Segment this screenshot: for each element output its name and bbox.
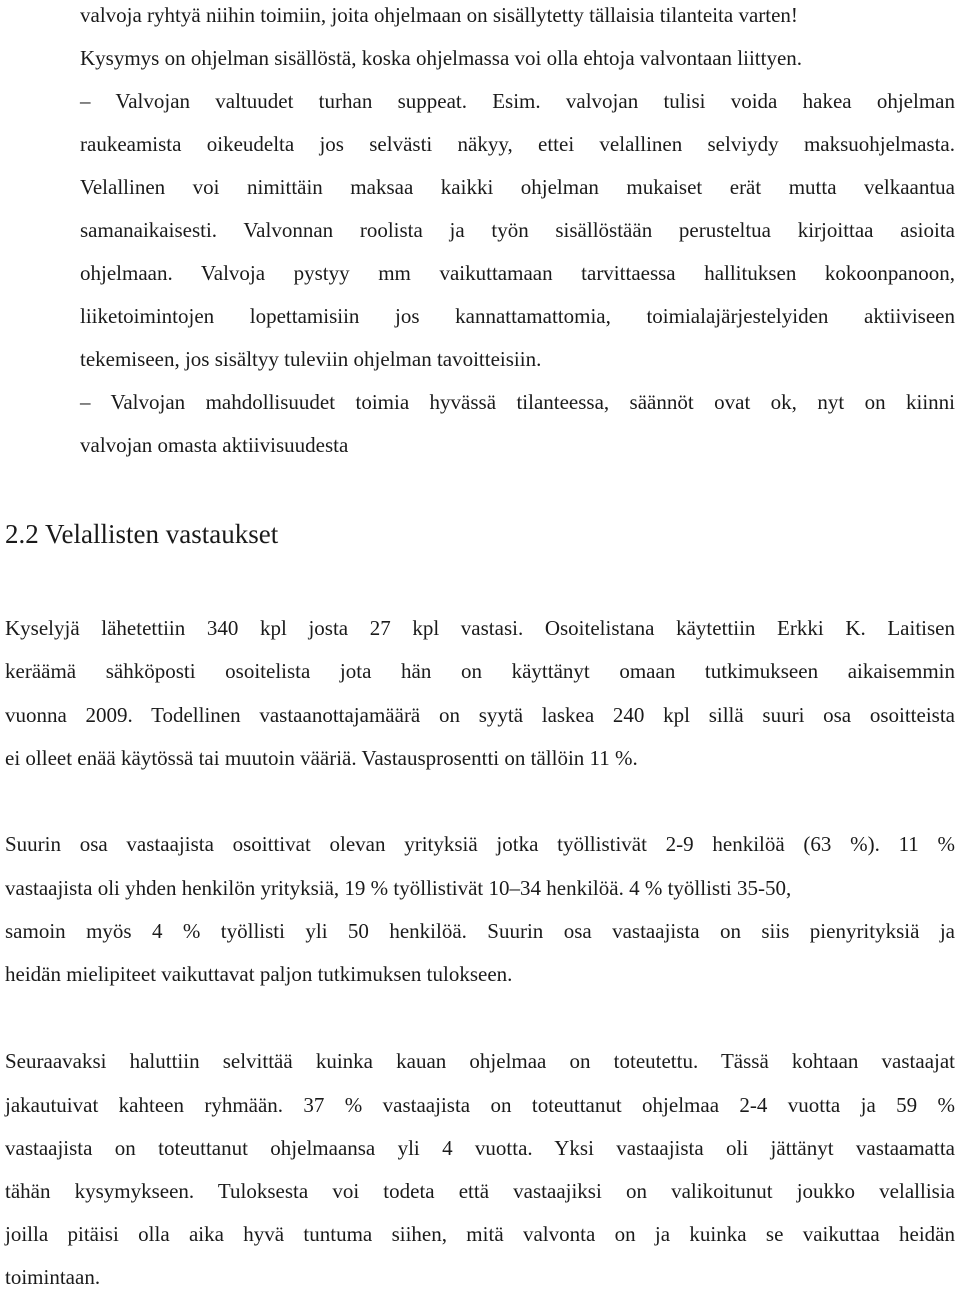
paragraph-3-line: vastaajista on toteuttanut ohjelmaansa yli 4 vuotta. Yksi vastaajista oli jättänyt vastaamatta [5, 1136, 955, 1160]
paragraph-3-line: Seuraavaksi haluttiin selvittää kuinka kauan ohjelmaa on toteutettu. Tässä kohtaan vastaajat [5, 1049, 955, 1073]
intro-line: liiketoimintojen lopettamisiin jos kannattamattomia, toimialajärjestelyiden aktiiviseen [80, 304, 955, 328]
paragraph-2-line: Suurin osa vastaajista osoittivat olevan yrityksiä jotka työllistivät 2-9 henkilöä (63 %). 11 % [5, 832, 955, 856]
paragraph-3-line: joilla pitäisi olla aika hyvä tuntuma siihen, mitä valvonta on ja kuinka se vaikuttaa heidän [5, 1222, 955, 1246]
intro-line: samanaikaisesti. Valvonnan roolista ja työn sisällöstään perusteltua kirjoittaa asioita [80, 218, 955, 242]
intro-line: Kysymys on ohjelman sisällöstä, koska ohjelmassa voi olla ehtoja valvontaan liittyen. [80, 46, 803, 70]
intro-line: – Valvojan mahdollisuudet toimia hyvässä tilanteessa, säännöt ovat ok, nyt on kiinni [80, 390, 955, 414]
paragraph-1-line: Kyselyjä lähetettiin 340 kpl josta 27 kpl vastasi. Osoitelistana käytettiin Erkki K. Laitisen [5, 616, 955, 640]
intro-line: valvojan omasta aktiivisuudesta [80, 433, 349, 457]
paragraph-3-line: toimintaan. [5, 1265, 101, 1289]
paragraph-3-line: jakautuivat kahteen ryhmään. 37 % vastaajista on toteuttanut ohjelmaa 2-4 vuotta ja 59 % [5, 1093, 955, 1117]
intro-line: Velallinen voi nimittäin maksaa kaikki ohjelman mukaiset erät mutta velkaantua [80, 175, 955, 199]
intro-line: valvoja ryhtyä niihin toimiin, joita ohjelmaan on sisällytetty tällaisia tilanteita varten! [80, 3, 798, 27]
paragraph-2-line: vastaajista oli yhden henkilön yrityksiä, 19 % työllistivät 10–34 henkilöä. 4 % työllisti 35-50, [5, 876, 792, 900]
intro-line: tekemiseen, jos sisältyy tuleviin ohjelman tavoitteisiin. [80, 347, 542, 371]
paragraph-2-line: samoin myös 4 % työllisti yli 50 henkilöä. Suurin osa vastaajista on siis pienyrityksiä ja [5, 919, 955, 943]
section-heading: 2.2 Velallisten vastaukset [5, 519, 279, 549]
paragraph-2-line: heidän mielipiteet vaikuttavat paljon tutkimuksen tulokseen. [5, 962, 513, 986]
paragraph-1-line: keräämä sähköposti osoitelista jota hän on käyttänyt omaan tutkimukseen aikaisemmin [5, 659, 955, 683]
intro-line: raukeamista oikeudelta jos selvästi näkyy, ettei velallinen selviydy maksuohjelmasta. [80, 132, 955, 156]
paragraph-1-line: ei olleet enää käytössä tai muutoin vääriä. Vastausprosentti on tällöin 11 %. [5, 746, 638, 770]
intro-line: – Valvojan valtuudet turhan suppeat. Esim. valvojan tulisi voida hakea ohjelman [80, 89, 955, 113]
paragraph-3-line: tähän kysymykseen. Tuloksesta voi todeta että vastaajiksi on valikoitunut joukko velallisia [5, 1179, 955, 1203]
intro-line: ohjelmaan. Valvoja pystyy mm vaikuttamaan tarvittaessa hallituksen kokoonpanoon, [80, 261, 955, 285]
paragraph-1-line: vuonna 2009. Todellinen vastaanottajamäärä on syytä laskea 240 kpl sillä suuri osa osoitteista [5, 703, 955, 727]
